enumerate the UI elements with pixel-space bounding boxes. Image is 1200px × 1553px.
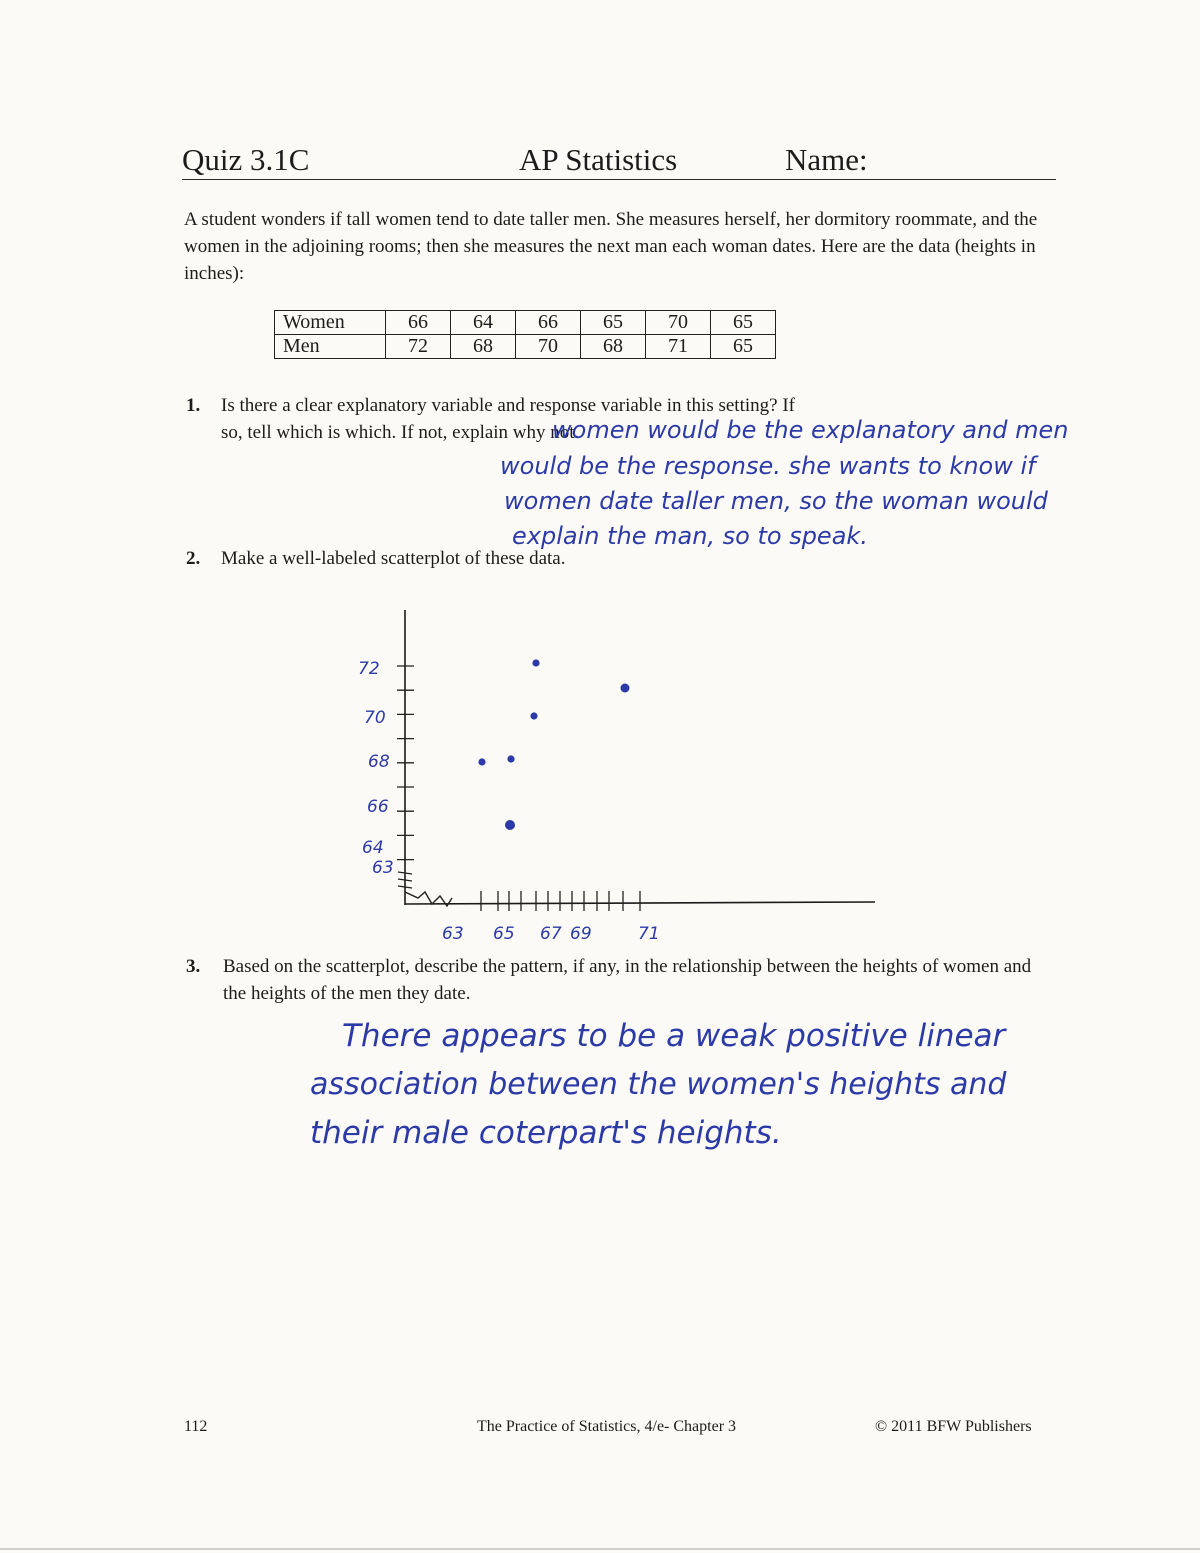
question-number: 1. xyxy=(186,395,201,416)
intro-paragraph: A student wonders if tall women tend to date taller men. She measures herself, her dormitory roommate, and the women in the adjoining rooms; then she measures the next man each woman dates. Here are the data (heights in inches): xyxy=(184,209,1038,284)
answer-3-line: their male coterpart's heights. xyxy=(310,1115,782,1151)
question-3 xyxy=(186,953,1056,1007)
quiz-title: Quiz 3.1C xyxy=(182,142,310,177)
answer-1-line: women would be the explanatory and men xyxy=(552,416,1069,444)
x-tick-label: 67 xyxy=(540,924,562,944)
table-cell: 66 xyxy=(516,311,581,335)
y-tick-label: 68 xyxy=(368,752,390,772)
course-title: AP Statistics xyxy=(519,142,678,177)
data-point xyxy=(505,820,515,830)
table-cell: 65 xyxy=(711,335,776,359)
x-tick-label: 69 xyxy=(570,924,592,944)
page-number: 112 xyxy=(184,1418,208,1435)
question-number: 3. xyxy=(186,956,201,977)
y-tick-label: 64 xyxy=(362,838,384,858)
answer-3-line: There appears to be a weak positive linear xyxy=(342,1018,1006,1054)
table-cell: 65 xyxy=(581,311,646,335)
x-tick-label: 65 xyxy=(493,924,515,944)
data-point xyxy=(532,659,539,666)
data-point xyxy=(621,684,630,693)
table-cell: 66 xyxy=(386,311,451,335)
name-label: Name: xyxy=(785,142,868,177)
book-title: The Practice of Statistics, 4/e- Chapter 3 xyxy=(477,1418,737,1435)
data-point xyxy=(478,758,485,765)
table-cell: 68 xyxy=(581,335,646,359)
answer-1-line: women date taller men, so the woman would xyxy=(504,487,1048,515)
question-text: Make a well-labeled scatterplot of these data. xyxy=(221,548,566,569)
table-cell: 68 xyxy=(451,335,516,359)
table-cell: 71 xyxy=(646,335,711,359)
y-tick-label: 70 xyxy=(364,708,386,728)
question-number: 2. xyxy=(186,548,201,569)
answer-3-line: association between the women's heights and xyxy=(310,1067,1007,1102)
row-label: Men xyxy=(275,335,386,359)
table-cell: 70 xyxy=(516,335,581,359)
y-tick-label: 72 xyxy=(358,659,380,679)
x-tick-label: 63 xyxy=(442,924,464,944)
data-point xyxy=(530,712,537,719)
y-tick-label: 63 xyxy=(372,858,394,878)
answer-1-line: would be the response. she wants to know if xyxy=(500,452,1036,480)
data-point xyxy=(507,755,514,762)
question-text: Based on the scatterplot, describe the pattern, if any, in the relationship between the heights of women and the heights of the men they date. xyxy=(223,956,1032,1004)
y-tick-label: 66 xyxy=(367,797,389,817)
table-cell: 72 xyxy=(386,335,451,359)
answer-1-line: explain the man, so to speak. xyxy=(512,522,868,550)
copyright: © 2011 BFW Publishers xyxy=(875,1418,1032,1435)
question-text: Is there a clear explanatory variable and response variable in this setting? If so, tell which is which. If not, explain why not. xyxy=(221,395,795,443)
scan-edge xyxy=(0,1548,1200,1550)
row-label: Women xyxy=(275,311,386,335)
x-tick-label: 71 xyxy=(638,924,660,944)
table-cell: 64 xyxy=(451,311,516,335)
table-cell: 70 xyxy=(646,311,711,335)
table-cell: 65 xyxy=(711,311,776,335)
